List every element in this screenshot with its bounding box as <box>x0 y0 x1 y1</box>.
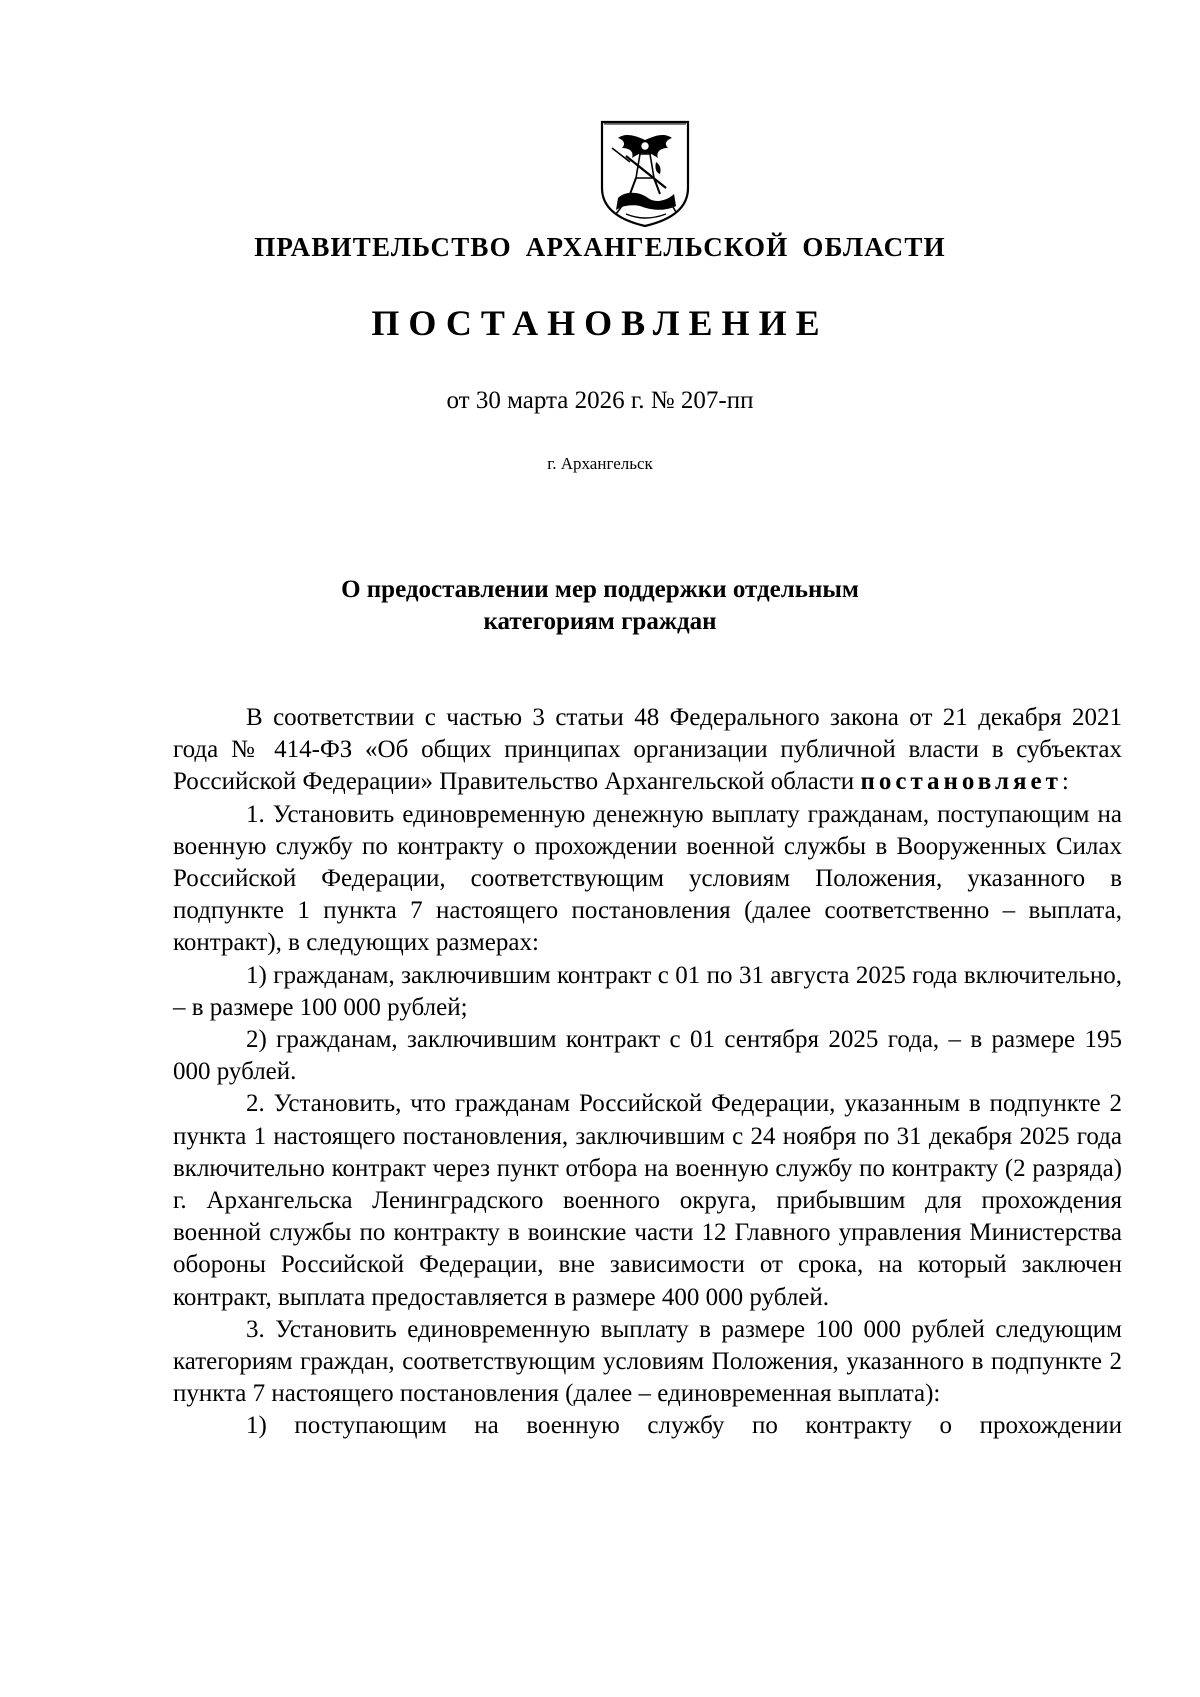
paragraph-3: 3. Установить единовременную выплату в размере 100 000 рублей следующим категориям граждан, соответствующим условиям Положения, указанного в подпункте 2 пункта 7 настоящего постановления (далее – единовременная выплата): <box>173 1315 1122 1408</box>
document-title-line-2: категориям граждан <box>483 608 717 635</box>
document-body <box>173 702 1122 1443</box>
issuing-authority: ПРАВИТЕЛЬСТВО АРХАНГЕЛЬСКОЙ ОБЛАСТИ <box>254 232 946 262</box>
paragraph-1-subitem-2: 2) гражданам, заключившим контракт с 01 сентября 2025 года, – в размере 195 000 рублей. <box>173 1026 1122 1086</box>
document-date-number: от 30 марта 2026 г. № 207-пп <box>446 387 754 414</box>
paragraph-1-subitem-1: 1) гражданам, заключившим контракт с 01 по 31 августа 2025 года включительно, – в размере 100 000 рублей; <box>173 961 1122 1021</box>
document-title <box>0 574 1200 638</box>
preamble-text: В соответствии с частью 3 статьи 48 Федерального закона от 21 декабря 2021 года № 414-ФЗ «Об общих принципах организации публичной власти в субъектах Российской Федерации» Правительство Архангельской области <box>173 704 1122 796</box>
paragraph-2: 2. Установить, что гражданам Российской Федерации, указанным в подпункте 2 пункта 1 настоящего постановления, заключившим с 24 ноября по 31 декабря 2025 года включительно контракт через пункт отбора на военную службу по контракту (2 разряда) г. Архангельска Ленинградского военного округа, прибывшим для прохождения военной службы по контракту в воинские части 12 Главного управления Министерства обороны Российской Федерации, вне зависимости от срока, на который заключен контракт, выплата предоставляется в размере 400 000 рублей. <box>173 1090 1122 1311</box>
decree-colon: : <box>1061 768 1069 796</box>
paragraph-1: 1. Установить единовременную денежную выплату гражданам, поступающим на военную службу по контракту о прохождении военной службы в Вооруженных Силах Российской Федерации, соответствующим условиям Положения, указанного в подпункте 1 пункта 7 настоящего постановления (далее соответственно – выплата, контракт), в следующих размерах: <box>173 800 1122 957</box>
document-title-line-1: О предоставлении мер поддержки отдельным <box>341 576 859 603</box>
decree-word: постановляет <box>860 768 1062 796</box>
paragraph-3-subitem-1: 1) поступающим на военную службу по контракту о прохождении <box>246 1412 1122 1440</box>
preamble-paragraph <box>173 702 1122 799</box>
document-type-heading: ПОСТАНОВЛЕНИЕ <box>371 303 829 343</box>
document-city: г. Архангельск <box>547 454 653 473</box>
coat-of-arms-emblem <box>596 118 694 230</box>
